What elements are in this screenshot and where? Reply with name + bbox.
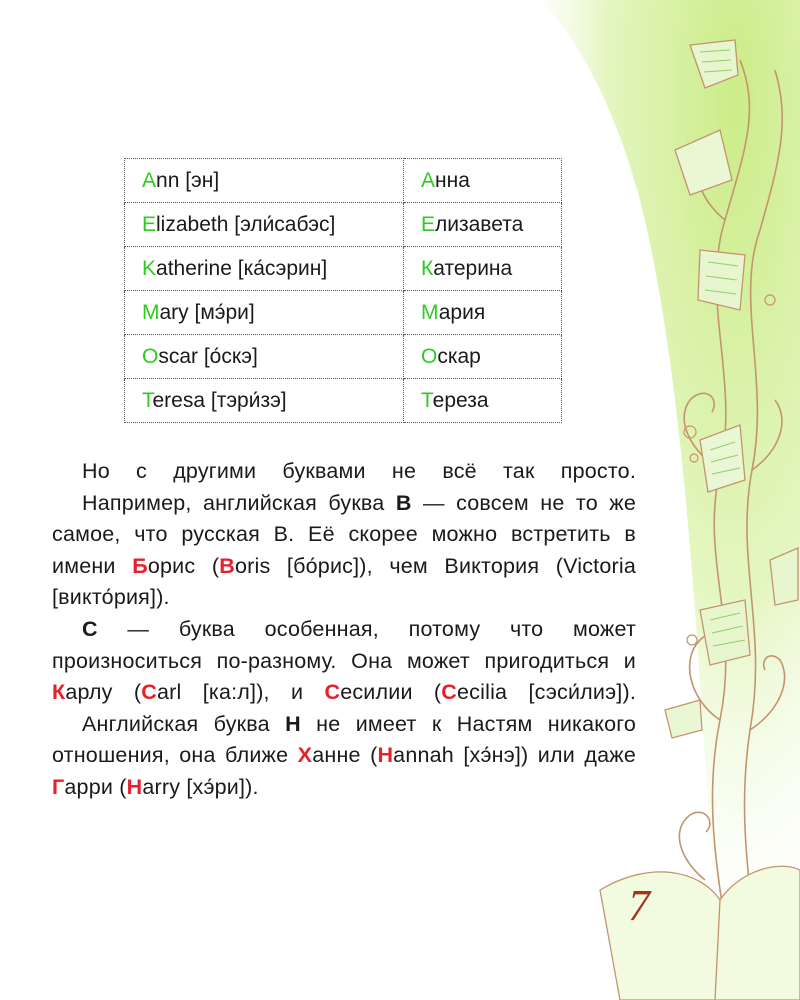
name-initial: O <box>142 344 159 368</box>
russian-name-cell: Елизавета <box>404 203 562 247</box>
paragraph: Например, английская буква B — совсем не то же самое, что русская В. Её скорее можно встретить в имени Борис (Boris [бо́рис]), чем Виктория (Victoria [викто́рия]). <box>52 490 636 610</box>
body-text <box>52 456 636 804</box>
name-initial: A <box>142 168 157 192</box>
name-initial: K <box>142 256 157 280</box>
highlight-initial: К <box>52 680 66 705</box>
highlight-initial: Х <box>297 743 313 768</box>
russian-name-cell: Мария <box>404 291 562 335</box>
russian-name-cell: Катерина <box>404 247 562 291</box>
highlight-initial: C <box>141 680 157 705</box>
name-initial: E <box>142 212 157 236</box>
table-row <box>125 291 562 335</box>
table-row <box>125 203 562 247</box>
names-table <box>124 158 562 423</box>
name-initial: О <box>421 344 438 368</box>
paragraph: Английская буква H не имеет к Настям никакого отношения, она ближе Ханне (Hannah [хэ́нэ]) или даже Гарри (Harry [хэ́ри]). <box>52 711 637 799</box>
highlight-initial: Г <box>52 774 65 799</box>
name-initial: Е <box>421 212 436 236</box>
highlight-letter: B <box>395 490 412 515</box>
name-initial: T <box>142 388 153 412</box>
name-initial: А <box>421 168 436 192</box>
name-initial: Т <box>421 388 433 412</box>
name-initial: М <box>421 300 439 324</box>
english-name-cell: Teresa [тэри́зэ] <box>125 379 404 423</box>
highlight-initial: С <box>324 680 341 705</box>
highlight-initial: H <box>126 774 143 799</box>
highlight-letter: C <box>82 616 98 641</box>
highlight-initial: B <box>219 553 235 578</box>
english-name-cell: Oscar [о́скэ] <box>125 335 404 379</box>
highlight-initial: C <box>441 680 458 705</box>
english-name-cell: Mary [мэ́ри] <box>125 291 404 335</box>
name-initial: M <box>142 300 160 324</box>
russian-name-cell: Анна <box>404 159 562 203</box>
name-initial: К <box>421 256 434 280</box>
highlight-initial: Б <box>132 553 148 578</box>
highlight-initial: H <box>377 743 394 768</box>
russian-name-cell: Тереза <box>404 379 562 423</box>
table-row <box>125 379 562 423</box>
paragraph: C — буква особенная, потому что может произноситься по-разному. Она может пригодиться и Карлу (Carl [ка:л]), и Сесилии (Cecilia [сэси́лиэ]). <box>52 616 636 705</box>
highlight-letter: H <box>285 711 301 736</box>
english-name-cell: Elizabeth [эли́сабэс] <box>125 203 404 247</box>
russian-name-cell: Оскар <box>404 335 562 379</box>
table-row <box>125 247 562 291</box>
table-row <box>125 159 562 203</box>
table-row <box>125 335 562 379</box>
paragraph: Но с другими буквами не всё так просто. <box>82 459 636 483</box>
english-name-cell: Ann [эн] <box>125 159 404 203</box>
english-name-cell: Katherine [ка́сэрин] <box>125 247 404 291</box>
page-number: 7 <box>628 881 650 930</box>
